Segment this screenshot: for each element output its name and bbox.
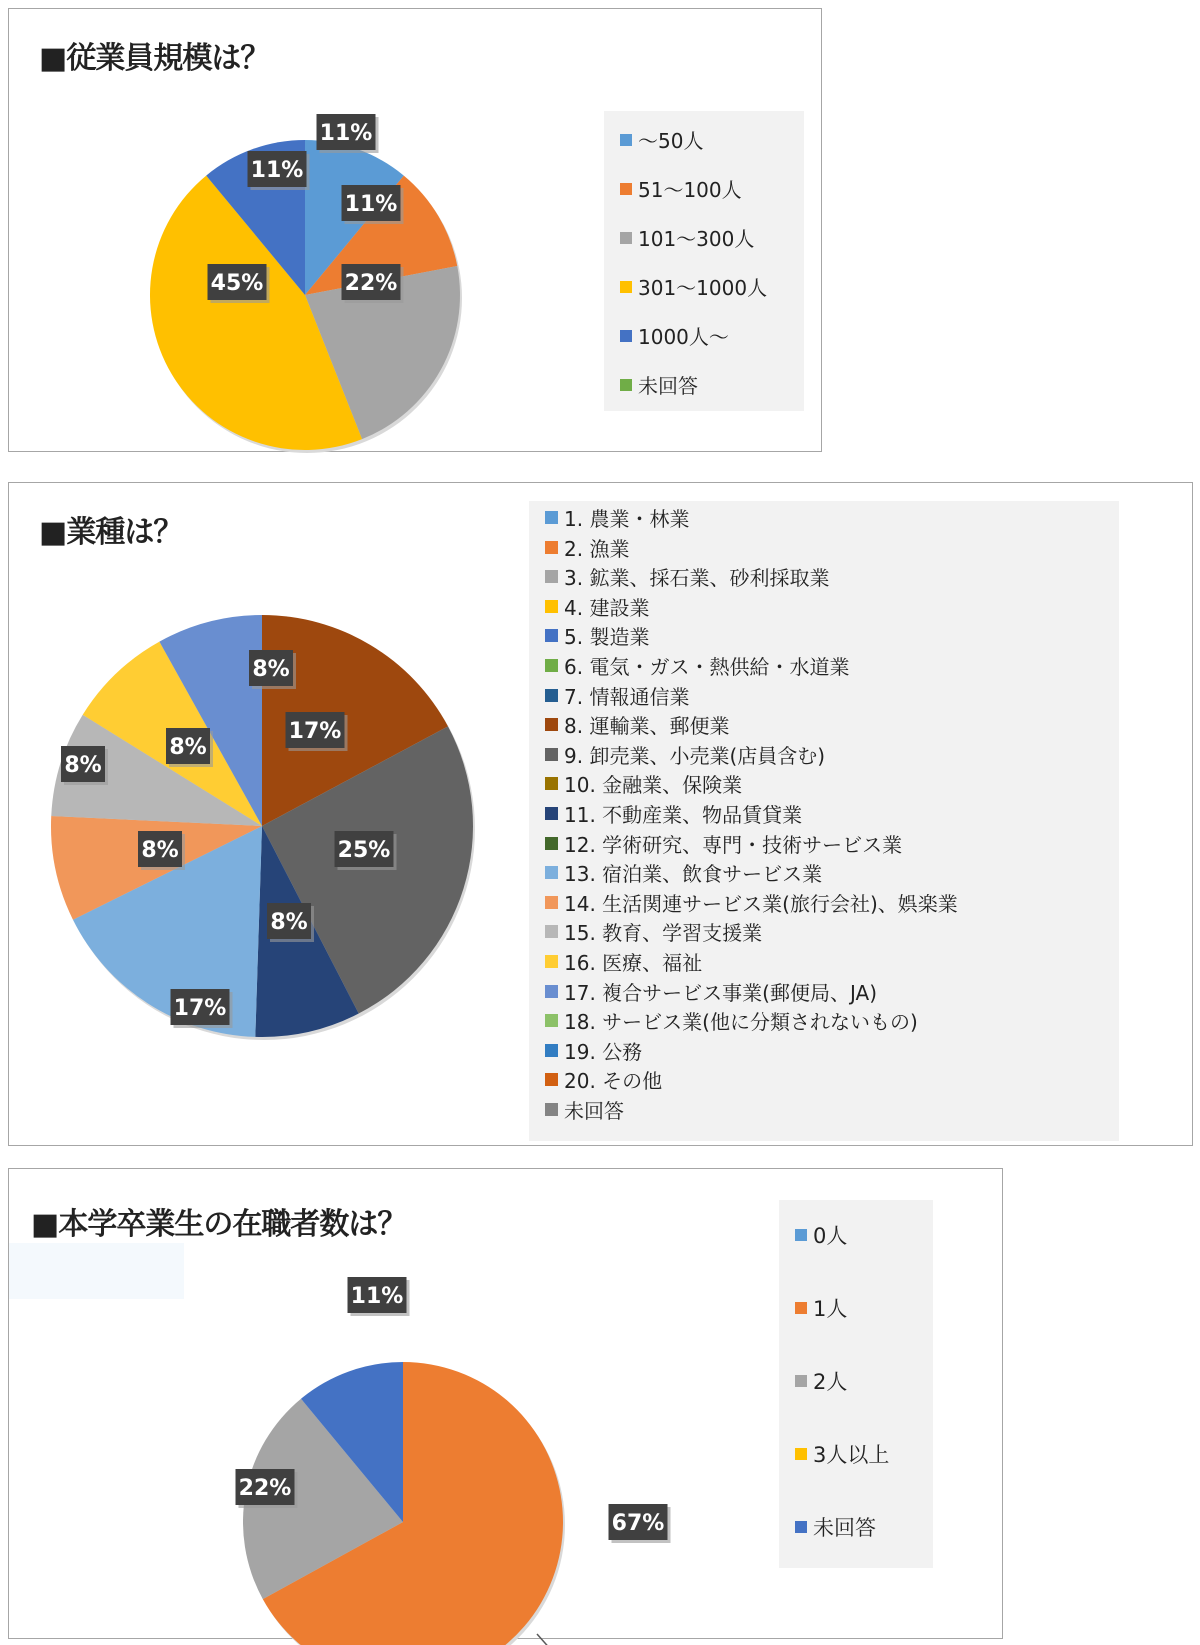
legend-label: 未回答 — [638, 374, 698, 398]
data-label — [61, 746, 108, 785]
legend-label: 3人以上 — [813, 1443, 890, 1467]
legend-item — [795, 1220, 847, 1250]
legend-item — [545, 1006, 918, 1035]
legend-item — [545, 858, 822, 887]
legend-swatch — [545, 570, 558, 583]
legend-swatch — [545, 511, 558, 524]
legend-label: ～50人 — [638, 129, 704, 153]
legend-item — [620, 321, 729, 350]
legend-item — [545, 592, 649, 621]
legend-item — [795, 1512, 876, 1542]
legend-swatch — [545, 1044, 558, 1057]
legend-label: 1人 — [813, 1297, 848, 1321]
legend-item — [795, 1439, 889, 1469]
legend-swatch — [545, 1073, 558, 1086]
legend-label: 16. 医療、福祉 — [564, 951, 703, 975]
legend-label: 15. 教育、学習支援業 — [564, 921, 763, 946]
legend-item — [545, 977, 877, 1006]
data-label-text: 25% — [337, 838, 391, 863]
legend-label: 301～1000人 — [638, 276, 768, 300]
legend-swatch — [620, 281, 632, 293]
data-label — [138, 831, 185, 870]
legend-item — [545, 769, 742, 798]
data-label-text: 8% — [169, 735, 207, 760]
legend-swatch — [545, 1014, 558, 1027]
legend-label: 未回答 — [813, 1516, 876, 1540]
legend-label: 14. 生活関連サービス業(旅行会社)、娯楽業 — [564, 891, 958, 916]
legend — [604, 111, 804, 411]
legend-item — [545, 1065, 662, 1094]
legend-label: 8. 運輸業、郵便業 — [564, 714, 730, 739]
legend-label: 5. 製造業 — [564, 625, 650, 650]
leader-line — [537, 1634, 615, 1645]
legend-swatch — [545, 629, 558, 642]
data-label — [208, 264, 270, 303]
legend-label: 13. 宿泊業、飲食サービス業 — [564, 862, 823, 887]
legend-swatch — [795, 1375, 807, 1387]
legend-item — [545, 681, 689, 710]
chart-title: ■従業員規模は？ — [39, 41, 270, 76]
legend-item — [545, 503, 689, 532]
data-label — [249, 650, 296, 689]
legend-label: 1. 農業・林業 — [564, 507, 690, 531]
legend-label: 4. 建設業 — [564, 595, 650, 620]
data-label — [317, 114, 379, 153]
data-label-text: 8% — [270, 910, 308, 935]
data-label-text: 11% — [250, 158, 304, 183]
data-label — [171, 989, 233, 1028]
data-label — [286, 712, 348, 751]
legend-item — [545, 621, 649, 650]
legend-label: 0人 — [813, 1224, 848, 1248]
legend-swatch — [545, 925, 558, 938]
legend-swatch — [545, 777, 558, 790]
legend-label: 6. 電気・ガス・熱供給・水道業 — [564, 655, 850, 679]
legend-item — [545, 740, 825, 769]
legend-item — [620, 125, 703, 154]
data-label-text: 22% — [344, 271, 398, 296]
legend-label: 1000人～ — [638, 325, 729, 349]
legend-item — [620, 174, 742, 203]
legend-item — [545, 947, 702, 976]
legend-item — [545, 888, 958, 917]
legend-label: 3. 鉱業、採石業、砂利採取業 — [564, 566, 830, 591]
legend-label: 20. その他 — [564, 1069, 663, 1094]
legend-item — [620, 272, 767, 301]
data-label — [236, 1469, 298, 1508]
data-label — [166, 728, 213, 767]
legend-swatch — [545, 985, 558, 998]
legend-label: 11. 不動産業、物品賃貸業 — [564, 803, 803, 827]
legend-swatch — [620, 330, 632, 342]
legend-item — [545, 829, 902, 858]
data-label-text: 45% — [210, 271, 264, 296]
legend-swatch — [545, 866, 558, 879]
legend-label: 7. 情報通信業 — [564, 684, 690, 709]
legend-label: 2人 — [813, 1370, 848, 1394]
legend-item — [545, 1095, 624, 1124]
legend-swatch — [545, 748, 558, 761]
data-label-text: 8% — [64, 753, 102, 778]
legend-swatch — [795, 1521, 807, 1533]
legend-swatch — [620, 183, 632, 195]
data-label — [609, 1504, 671, 1543]
legend-swatch — [795, 1448, 807, 1460]
legend-label: 51～100人 — [638, 178, 742, 202]
data-label-text: 67% — [611, 1511, 665, 1536]
legend-swatch — [545, 1103, 558, 1116]
legend-item — [795, 1366, 847, 1396]
legend-label: 未回答 — [564, 1099, 624, 1123]
legend-swatch — [545, 955, 558, 968]
data-label — [342, 185, 404, 224]
legend-label: 19. 公務 — [564, 1039, 643, 1064]
data-label-text: 8% — [252, 657, 290, 682]
legend-item — [545, 1036, 642, 1065]
legend-swatch — [545, 600, 558, 613]
legend-item — [545, 799, 802, 828]
legend-swatch — [620, 232, 632, 244]
data-label-text: 11% — [344, 192, 398, 217]
data-label-text: 22% — [238, 1476, 292, 1501]
chart-panel-alumni-count — [8, 1168, 1003, 1639]
legend-label: 18. サービス業(他に分類されないもの) — [564, 1010, 918, 1035]
legend-label: 101～300人 — [638, 227, 755, 251]
legend-item — [545, 533, 629, 562]
chart-title: ■本学卒業生の在職者数は？ — [31, 1207, 407, 1242]
data-label — [267, 903, 314, 942]
data-label-text: 17% — [173, 996, 227, 1021]
legend-item — [545, 562, 829, 591]
legend-item — [795, 1293, 847, 1323]
legend — [779, 1200, 933, 1568]
legend-swatch — [620, 134, 632, 146]
legend — [529, 501, 1119, 1141]
legend-swatch — [545, 689, 558, 702]
legend-swatch — [545, 718, 558, 731]
legend-label: 2. 漁業 — [564, 536, 630, 561]
chart-panel-industry — [8, 482, 1193, 1146]
legend-swatch — [545, 837, 558, 850]
data-label — [342, 264, 404, 303]
legend-item — [545, 917, 762, 946]
chart-title: ■業種は？ — [39, 515, 183, 550]
legend-swatch — [545, 896, 558, 909]
legend-label: 12. 学術研究、専門・技術サービス業 — [564, 832, 903, 857]
data-label-text: 8% — [141, 838, 179, 863]
legend-item — [545, 710, 729, 739]
legend-swatch — [545, 659, 558, 672]
legend-swatch — [795, 1229, 807, 1241]
legend-item — [620, 223, 754, 252]
chart-panel-employee-size — [8, 8, 822, 452]
legend-label: 9. 卸売業、小売業(店員含む) — [564, 743, 826, 768]
legend-label: 17. 複合サービス事業(郵便局、JA) — [564, 980, 877, 1005]
legend-swatch — [620, 379, 632, 391]
data-label — [335, 831, 397, 870]
legend-item — [620, 370, 698, 399]
data-label — [248, 151, 310, 190]
data-label-text: 17% — [288, 719, 342, 744]
legend-item — [545, 651, 849, 680]
legend-swatch — [545, 541, 558, 554]
legend-label: 10. 金融業、保険業 — [564, 773, 743, 798]
data-label — [348, 1277, 410, 1316]
data-label-text: 11% — [319, 121, 373, 146]
legend-swatch — [545, 807, 558, 820]
legend-swatch — [795, 1302, 807, 1314]
data-label-text: 11% — [350, 1284, 404, 1309]
